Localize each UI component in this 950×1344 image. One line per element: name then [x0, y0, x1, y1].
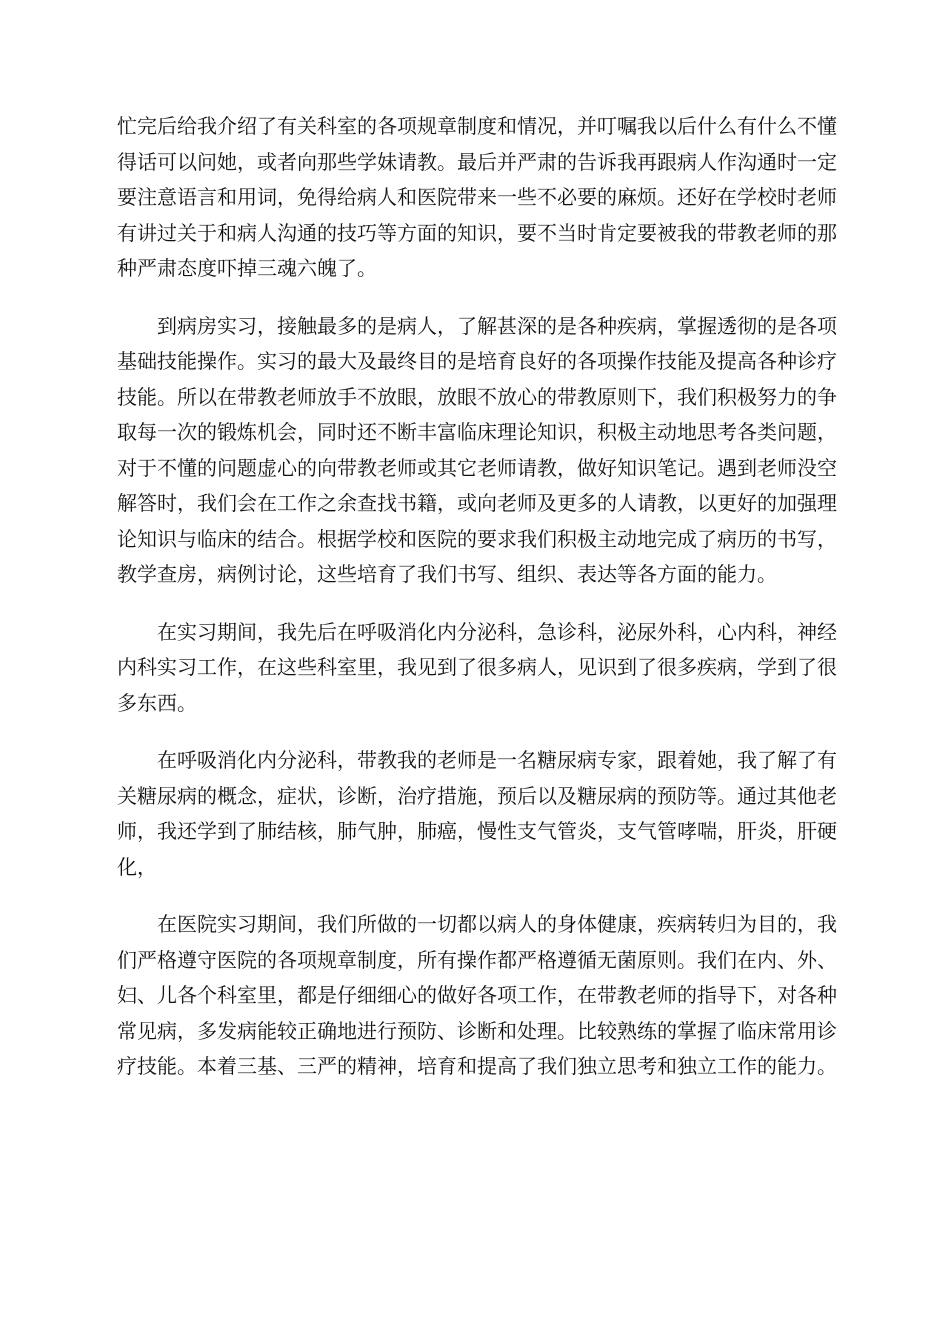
- paragraph-2: 到病房实习，接触最多的是病人，了解甚深的是各种疾病，掌握透彻的是各项基础技能操作。实习的最大及最终目的是培育良好的各项操作技能及提高各种诊疗技能。所以在带教老师放手不放眼，放眼不放心的带教原则下，我们积极努力的争取每一次的锻炼机会，同时还不断丰富临床理论知识，积极主动地思考各类问题，对于不懂的问题虚心的向带教老师或其它老师请教，做好知识笔记。遇到老师没空解答时，我们会在工作之余查找书籍，或向老师及更多的人请教，以更好的加强理论知识与临床的结合。根据学校和医院的要求我们积极主动地完成了病历的书写，教学查房，病例讨论，这些培育了我们书写、组织、表达等各方面的能力。: [117, 313, 837, 586]
- paragraph-4: 在呼吸消化内分泌科，带教我的老师是一名糖尿病专家，跟着她，我了解了有关糖尿病的概念，症状，诊断，治疗措施，预后以及糖尿病的预防等。通过其他老师，我还学到了肺结核，肺气肿，肺癌，慢性支气管炎，支气管哮喘，肝炎，肝硬化，: [117, 748, 837, 879]
- paragraph-1: 忙完后给我介绍了有关科室的各项规章制度和情况，并叮嘱我以后什么有什么不懂得话可以问她，或者向那些学妹请教。最后并严肃的告诉我再跟病人作沟通时一定要注意语言和用词，免得给病人和医院带来一些不必要的麻烦。还好在学校时老师有讲过关于和病人沟通的技巧等方面的知识，要不当时肯定要被我的带教老师的那种严肃态度吓掉三魂六魄了。: [117, 114, 837, 280]
- paragraph-3: 在实习期间，我先后在呼吸消化内分泌科，急诊科，泌尿外科，心内科，神经内科实习工作，在这些科室里，我见到了很多病人，见识到了很多疾病，学到了很多东西。: [117, 619, 837, 715]
- document-body: [117, 109, 837, 1085]
- paragraph-5: 在医院实习期间，我们所做的一切都以病人的身体健康，疾病转归为目的，我们严格遵守医院的各项规章制度，所有操作都严格遵循无菌原则。我们在内、外、妇、儿各个科室里，都是仔细细心的做好各项工作，在带教老师的指导下，对各种常见病，多发病能较正确地进行预防、诊断和处理。比较熟练的掌握了临床常用诊疗技能。本着三基、三严的精神，培育和提高了我们独立思考和独立工作的能力。: [117, 912, 837, 1078]
